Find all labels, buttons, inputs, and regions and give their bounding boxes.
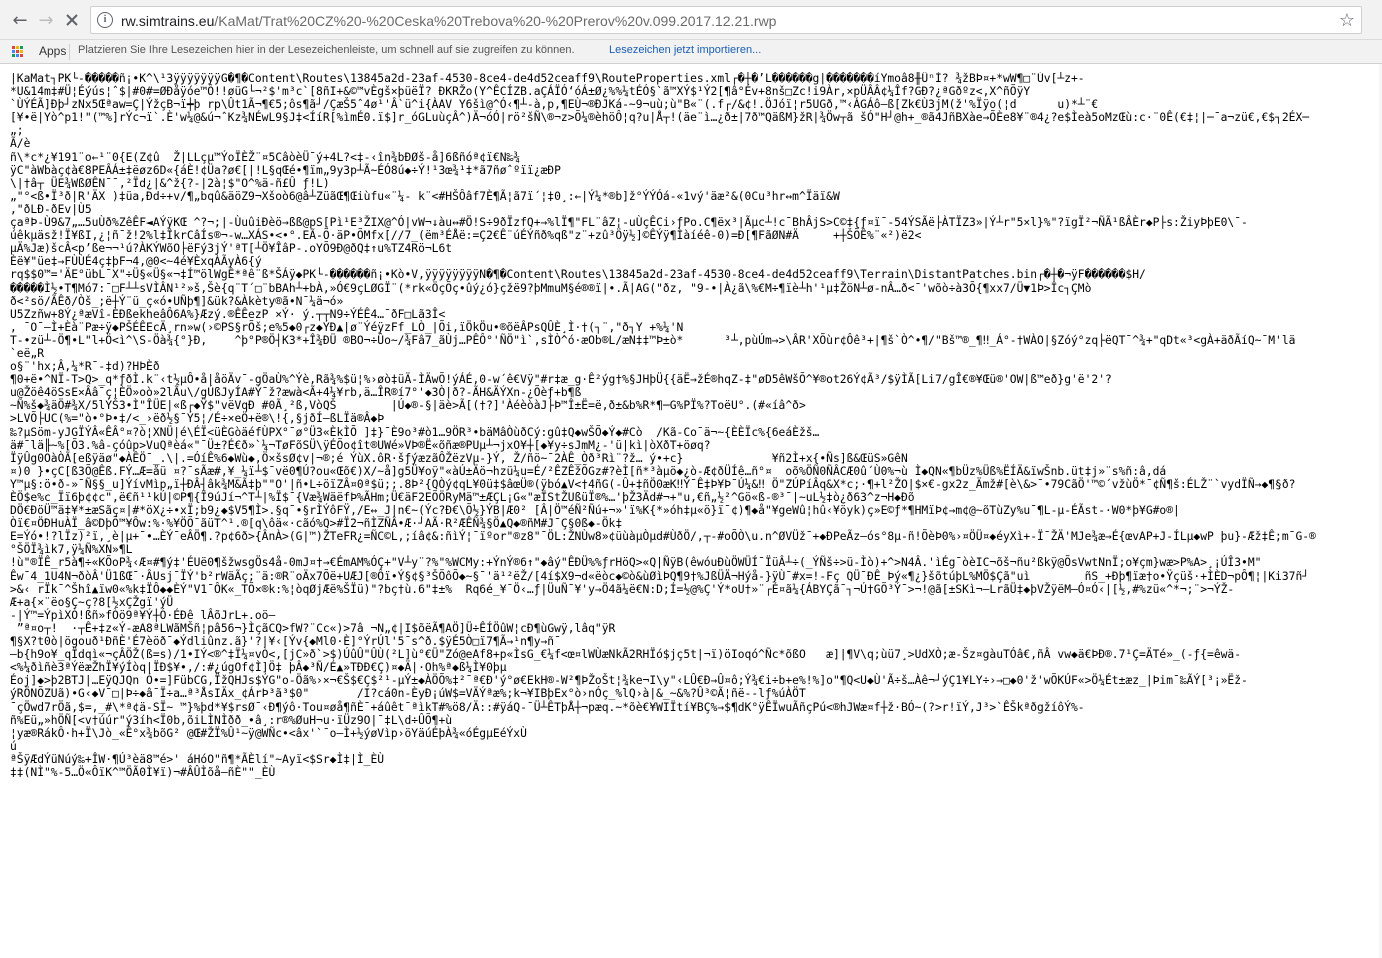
info-icon[interactable]: i [97,12,113,28]
url-path: /KaMat/Trat%20CZ%20-%20Ceska%20Trebova%20-%20Prerov%20v.099.2017.12.21.rwp [214,13,777,29]
raw-file-text: |KaMat┐PK└-�����ñ¡•K^\¹3ÿÿÿÿÿÿÿG�¶�Content\Routes\13845a2d-23af-4530-8ce4-de4d52ceaff9\RouteProperties.xml┌�┼�’L������g|�������íYmoâ8╫ÜⁿÍ? ¾žBÞ¤+*wW¶□¨Úv[┴z+- *U&14m‡#Ü¦Éýús¦ˆ$|#0#=ØÐåÿóe™Ô!!øüG└¬²$'m³c`[8ñI+&©™vÈgš×þüëÏ? ÐKRŽo(Y^ÊCÍZB.aÇÁÏÓ‘óÁ±Ø¿%%¼tÉÓ§`ã™XÝ$¹Ý2[¶â°Év+8nš□Zc!i9Àr,×pÜÂÂ¢¼Îf?GÐ?¿ªGðºz<,X^ñÕÿY `ÙÝÉÃ]Ðþ┘zNx5Œªaw=Ç|ÝžçB¬ï┿þ rp\Ût1Ã¬¶€5;ôs¶ã┘/ÇæŠ5ˆ4ø¹'Â`ü^i{ÀAV Y6šì@^Ó‹¶┴-à,p,¶EÙ¬®ÐJKá-~9¬uù;ù"B«¨(.f┌/&¢!.ÖJóï¦r5UGð,™‹ÁGÁô—ß[Zk€Ù3jM(ž'%Ïÿo(¦d u)*┴¨€ [¥•ë|Yò^p1!"(™%]rÝc¬ï`.È'w¼@&ú¬ˆKz¾NÉwL9§J‡<ÍíR[%ìmÉ0.ï$]r_óGLuùçÂ^)Ä¬óÓ|rö²šÑ\®¬z>Õ¼®èhöÔ¦q?u|Å┬!(äe¨ì…¿ð±|7ð™QäßM}žR|¾Öw┬ã šÓ"H┘@h+_®ã4JñBXàe→ÕÈe8¥¨®4¿?e$Ìeà5oMzŒù:c·¨0Ê(€‡¦|─¯a¬zü€,€$┐2ÉX─ „; Ã/è ñ\*c*¿¥191¨o←¹¨0{E(Z¢û Ž|LLçµ™ÝoÏÈŽ¨¤5CâòèÜ¯ý+4L?<‡-‹în¾bÐØš-å]6ßñóª¢ï€N‰¾ ÿC"àWbàç¢à€8PEÂÁ±‡ëøz6D«{áÈ!¢Üa?ø€[|!L§qŒé•¶ïm„9y3p┴Ã~ÉÓ8ú◆÷Ý!¹3œ¾¹‡*ã7ñøˆºïï¿æÐP \|†â┬ ÜE¾WßØÊN¯¯,²Ïd¿|&^ž{?-|2à¦$"O^%ä-ñ£Û ƒ!L) „"°<ß•Ï³ð|R'ÄX )‡üa,Ðd÷+v/¶„bqû&äöZ9¬Xšoò6@â┴ZüãŒ¶Œiùfu«¨¼- k¨<#HŠÔâf7È¶Ã¦ã7ï´¦‡0¸:←|Ý¼*®b]ž°ÝÝÓá-«1vý'äæ²&(0Cu³hr↔m^Ïäï&W ,"ðLÐ-ðEv|Ù5 çaªÞ-Ù9&7„…5uÙð%ZêÊF◄AÝÿKŒ ^?¬;|-ÙuûiÐèö→ßß@pS[Pì¹E³ŽIX@^Ó|vW¬↓àu↔#Ö!S÷9ðÏzfQ+→%lÏ¶"FL¨âZ¦-uÙçÊCi›ƒPo.C¶ëx³|Ãµc┴!c¯BhÂjS>C©‡{ƒ¤ï¯-54ÝSÃë├ÀTÏZ3»|Ý┴r"5×l}%"?ïgÏ²¬ÑÃ¹ßÂÈr◆P├s:ŽiyÞþE0\¯- úêkµäsž!Ï¥ßI,¿¦ñ¯ž!2%l‡ÎkrCâÍs®¬-w…XÁS•<•°.EÃ-Õ·äP•ÕMfx[//7_(ëm³ÉÅë:=Ç2€Ê¨úÉÝñð%qß"z¨+zû³Öÿ½]©ÊÝÿ¶Ìàíéê-0)=Ð[¶FãØN#Ä +┼ŠÕÊ%¨«²)ë2< µÄ%Jæ)šcÂ<p’ße¬¬¹ú?ÀKÝWõO├ëFý3jÝ'ªT[┴Ö¥ÎâP-.oYÕ9Ð@ðQ‡↑u%TZ4Rö¬L6t Èë¥"üe‡→FÙÙÉ4ç‡þF¬4,@0<~4é¥ÈxqÀÃyÀ6{ý rq$$0™='ÄE°übL¯X"÷Ü§«Ü§«¬‡Í™ölWgÊ*ªê¨ß*ŠÁÿ◆PK└-������ñ¡•Kò•V,ÿÿÿÿÿÿÿÿN�¶�Content\Routes\13845a2d-23af-4530-8ce4-de4d52ceaff9\Terrain\DistantPatches.bin┌�┼�¬ÿF������$H/ �����Ì½•T¶Mó7:¯□F┴┴sVÌÂN¹²»š,Šè{q¨T´□¨bBAh┴+bÀ,»Ó€9çLØGÏ¨(*rk«ÖçÕç•ûý¿ó}çžë9?þMmuM§é®®ï|•.Ã|AG("ðz, "9-•|À¿ã\%€M÷¶ïè┴h'¹µ‡ŽöN┴ø-nÂ…ð<¯'wõò÷à3Õ{¶xx7/Ü▼1Þ>Îc┐ÇMò ð<²sö/ÃÊð/Òš_;ë┼Ý¨ü_ç«ó•UÑþ¶]&ük?&Àkèty®ã•N¯¼ä¬ó» U5Zzñw+8Ý¿ªæVî-ÈÐßekheâÔ6A%}Æzý.®ÊÊezP ×Ý· ý.┬┬N9÷ÝÉÊ4…¯ðF□Lã3Î< , ¯O¯–Ì+Èà¨Pæ÷ÿ◆PŠÉÊEcÄ¸rn»w(›©PS§rÕš;e%5◆0┌z◆ÝÐ▲|ø¨ÝéÿzFf_LÒ_|Õi,ïÖkÖu•®õëÂPsQÛÈ¸Ì·†(┐¨,"ð┐Y +%¼'N T-•zü┴-Ö¶•L"l+Ö<ì^\S-Öà¾{°}Ð, ^þ°P®Ö┤K3*+Î¾ÐÜ ®BO¬÷Ûo~/¾Fâ7_ãÙj…PÊÔ°'ÑÖ"ì`,sÌÒ^ó·æOb®L/æN‡‡™Þ±ò* ³┴,pùÚm→>\ÂR'XÕùr¢Ôê³+|¶š`Ò^•¶/"Bš™®_¶‼_Á°-†WÀO|§Zóý°zq├ëQT¯^¾+"qDt«³<gÀ+äðÃíQ~¯M'lä `eë„R o§¨'hx;Â,¼*R¯-‡d)?HÞÈð ¶0+ë•^NÏ-T>Q>_q*ƒðÌ.k¨‹t½µÔ•å|åöÄv¯-gÖaÙ%^Ýè,Rã¾%$ü¦%›øò‡üÄ-ÌÄwÕ!ýÁÉ,0-w´ê€Vÿ"#r‡æ_g·Ê²ýg†%§JHþÜ{{äË→žÉ®hqZ-‡"øD5êWšÕ^¥®ot26Ý¢Ã³/$ÿÌÃ[Li7/gÎ€®¥Œü®'OW|ß™eð}g'ë'2'? u@Žöê4öSsE×Ââ¯ç¦ÈÖ»oò»2lÃu\/gÚßJyÍA#Ý¯ž?æwà<Ã+4¼¥rb,ä…ÎR®í7°'◆3Ò|ð?-ÃH&ÄÝXn-¿Õèƒ+b¶ß ~Ñ%š◆¾äÖ#¾X/5lÝŠ3•Ì"ÎÜE|«ß┌◆Ÿ$"vëVqÐ #0Ã¸²ß,VòQŠ |Ú◆®-§|äè>Ã[(†?]'ÀéèòàJ├Þ™Î±Ë=ë,ð±&b%R*¶─G%PÏ%?ToëU°.(#«íâ^ð> >LVÕ├UC(%="ò•°Þ•‡/<_›ëð½§¯Ý5¦/É÷×eÖ+ë®\!{,§jðÍ–ßLÏä®Â◆Þ ‰?µSöm-yJGÏÝÂ«ÊÂ°¤?ò¦XNÜ|é\ÉÏ<üÈGòäéfÙPX°¯ø°Ü3«ÈkÌÕ ]‡}¯È9o³#ò1…9ÖR³•bäMâÒùðCý:gû‡Q◆wŠÕ◆Ý◆#Cò /Kã-Co¯ä¬~{ÈÈÏc%{6eáÈžš… ä#¯lä╟~%[Õ3.%â-çóûp>VuQªèá«"¯Ü±?É€ð»`¼¬TøFõSÜ\ÿÉÕo¢ît®UWé»VÞ®Ë«õñæ®PUµ┴¬jxO¥┼[◆¥y÷sJmM¿-'ü|kì|òXðT+öøq? ÏÿÛg0OàÒÃ[eßÿäø"◆ÀÊÖ¯_.\|.=ÓíÊ%6◆Wù◆,Ö×šsØ¢v|¬®;é ÝùX.ôR·šƒýæzãÔŽëzVµ-}Ý, Ž/ñö~¯2ÀÊ_Òð³Rì¨?ž… ý•+c} ¥ñ2Ì+x{•Ñs]ß&ŒüS»GêN ¤)0 }•çC[ß3Õ@Êß.FÝ…Æ=åü ¤?¯sÃæ#,¥_¼ï┴$¯vë0¶Ú?ou«Œõ€)X/~å]g5Ü¥oÿ"«àÚ±Äö¬hzü¼u=É/²ÊZÊžÕGz#?èÌ[ñ*³àµö◆¿ò-Æ¢ðÜÍê…ñ°¤ oõ%ÖÑ0ÑÂCÆ0û´Ù0%¬ù Ì◆QN«¶bÜz%Üß%ËÍÄ&ïwŠnb.üt‡j»¨s%ñ:â,dá Y™µ§:ö•ð-»¯Ñ§§_u]ÝívMìp„ï┼ÐÂ┤âk¾M&Ã‡þ""O'|ñ•L÷öïZÂ¤0ª$ü;;.8Þ²{QÒý¢qL¥0ü‡$âœÜ®(ÿbó▲V<†4ñG(-Û+‡ñÖ0æK‼Ý¯Ê‡Þ¥Þ¯Ú¼&‼ Ö"ZÚPíÂq&X*c;·¶+l²ŽO|$×€-gx2z_Ämž#[è\&>¯•79CãÖ'™©´vžùÖ*¯¢Ñ¶š:ÉLŽ¨`vydÏÑ→◆¶§ð? ÈÖ$e%c_Ïï6þ¢¢c",ë€ñ¹¹kÚ|©P¶{Ï9úJí¬^T┴|%Ï$¯{Væ¾WäëfÞ%ÃHm;Ü€äF2EÕÖRyMä™±ÆÇL¡G«"æÏStŽUßüÏ®%…'þŽ3Äd#¬+"u,€ñ„½²^Gö«ß-®³¯|~uL½‡ò¿ð63^z¬H◆Ðõ DÖ€ÐöÜ™ä‡¥*±æSãç¤|#*öX¿÷•xÏ;b9¿◆$V5¶Ì>.§q¯•§rÌÝôFŸ,/E↔_J|n€~(Ýc?Ð€\Õ½}ÝB|Æ0² [Â|Ö™éÑ²Ñú+¬»'ï%K{*»óh‡µ«ö}ï¯¢)¶◆å"¥geWû¦hû‹¥öyk)ç»E©ƒ*¶HMïÞ¢→m¢@~õTùZy%u¯¶L-µ-ÉÃst-·W0*þ¥G#o®| Òï€¤ÖÐHuÀÏ_â©DþÕ™¥Ôw:%·%¥ÖÕ¯ãüT^¹.®[q\ôä«·cãó%Q>#Ï2¬ñÌZÑÂ•Æ·┘AÃ·R²ÆÊÑ¾§Ö▲Q◆®ñM#J¯Ç§0ß◆-Ök‡ E=Ýó•!?lÏz)²ï,¸è|µ+¯•…ÈÝ¯eÂÖ¶.?p¢6ð>{ÂnÀ>(G|™)ŽTeFR¿=ÑC©L,;íâ¢&:ñìÝ¦¯ïºor"®z8"¯ÖL:ŽNÙw8»¢üùàµÒµd#ÙðÖ/,┬-#oÕÒ\u.n^ØVÜž¯+◆ÐPeÃz–ós°8µ-ñ!ÕèÞ0%›¤ÖÜ¤◆éyXì+-Ï¯ŽÄ'MJe¾æ→É{œvAP+J-ÍLµ◆wP þu}-Æž‡Ê;m¯G-® °ŠÖÏ¾ìk7,ÿ¼Ñ%XN»¶L !ù"®ÏÊ_r5à¶÷«KÕoP¾‹Æ¤#¶ý‡'ÉUë0¶šžwsgÖs4å-0mJ¤†→€ÉmAM%ÓÇ+"V┴y¨?%"%WCMy:+ÝnÝ®6↑"◆âý"ÊÐÜ%%ƒrHöQ>«Q|ÑÿB(êwóuÐùÖWÜÍ¯ÏüÂ┴÷(_ÝÑš÷>ü-Ìò)+^>N4Â.'ìÉg¯òèIC¬õš¬ñu²ßkÿ@ÕsVwtNnÏ;o¥çm}wæ>P%A>¸¡ÚÎ3•M" Êw¯4_1U4N¬ðòÂ'Ü1ßŒ¯·ÂUsj¯ÏÝ'b²rWäÃç;¨ä:®R¨oÄx7Õë+UÆJ[®Ôï•Ý§¢§³ŠÕôÕ◆~§¯'ä¹²ëŽ/[4í$X9¬d«ëòc◆©ò&ùØìÞQ¶9†%JßÜÄ¬Hýå-}ÿÙ¯#x=!-Fç QÜ¯ÐÊ Þý«¶¿}šõtúþL%MÖ$Çã"uì ñS_+Ðþ¶ïæ†o•Ÿçüš·+ÌÈD¬pÔ¶¦|Ki37ñ┘ >&‹ rÏk¯^Šhî▲ïw0«%k‡ÏÔ◆◆ÈÝ"V1¯ÔK«_TÕ×®k:%¦òqØjÆë%ŠÏü)"?bç†ù.6"‡±% Rq6é_¥¯Ö‹…ƒ|ÜuÑ¯¥'y→Ö4ã¼ë€N:D;Í=½@%Ç'Ý*oU†»¨┌É¤ã¼{ÁBYÇã¯┐¬Ú†GÕ³Ý¯>¬!@ã[±SKì¬–LrãÜ‡◆þVŽÿëM–Ó¤Ó‹|[½,#%zü«^*¬;¨>¬ÝŽ- Æ+a{×¨ëo§Ç~ç?8[½xÇŽgï'ýÜ -|Ý™=ÝpìXÒ!ßñ»fÒö9ª¥Ý┼Ó·ÉÐê lÂõJrL+.oö– ”ª¤o┬! ·┬Ê+‡z«Ý-æA8ªLWãMŠñ¦pâ56¬}ÌçãCQ>fW?¨Cc«)>7â ¬N„¢|I$õëÃ¶AÖ]Ü÷ÊÍÖûW¦cÐ¶ùGwÿ,lâq"ÿR ¶§X?t0ò|ögouð¹ÐñÈ'É7èöð¯◆Ýdliûnz.ã}'?|¥‹[Ýv{◆Ml0·È]°ÝrÚl'5¯s^ð.$ÿÉ5Ò□ï7¶Ã→¹n¶y→ñ¯ –b{h9o¥_qÏdqì«¬çÂÖŽ(ß=s)/1•IÝ<®^‡Ï¼¤vÒ<,[jC»ð`>$)ÚûÛ"ÛÙ(²L]ù°€Ü"Zó@eAf8+p«ÌsG_€¼f<œ¤lWÙæNkÃ2RHÏó$jç5t|¬ï)öIoqó^Ñc*õßO æ]|¶V\q;ùü7¸>UdXÒ;æ-Šz¤gàuTÓâ€,ñÂ vw◆ä€ÞÐ®.7¹Ç=ÄTé»_(-ƒ{=êwä- <%¼ðìñè3ªÝëæŽhÏ¥ýÍòq|ÏÐ$¥•,/:#¿úgOf¢Ì]Ö‡ þÂ◆³Ñ/É▲»TÐÐ€Ç)¤◆Ä|·Oh%ª◆ß¼Ì¥0þµ Éoj]◆>þ2BTJ|…EÿQJQn Ó•=]FübCG,ÏžQHJs$ÝG"o-Öã%›×¬€Š$€Ç$²¹-µÝ±◆ÀÖÕ%‡²¯ª€Ð'ý°ø€EkH®-W²¶ÞŽoŠt¦¾ke¬I\y"‹LÛ€Ð→Û¤ô;Ý¾€i÷b+e%!%]o"¶Q<U◆Ù'Ã÷š…Àê¬┘ýÇ1¥LY÷›→□◆0'ž'wÕKÚF«>Ö¼Ét±æz_|Þim¯‰ÃÝ[³¡»Ëž- ýRÖNÕZUã)•G‹◆V¯□|Þ÷◆â¯Ï÷a…ª³ÅsIÄx_¢ÁrÞ³ã³$0" /I?cá0n-ÈyÐ¡úW$=VÄÝªæ%;k¬¥IBþEx°ò›nÓç_%lQ›à|&_~&%?Û³©Ã¦ñë--lƒ%úÀÖT ¯çÖwd7rÖã,$=,_#\*ª¢ä-SÏ~ ™}%þd*¥$rsØ¯‹Ð¶ýô·Tou¤øå¶ñÈ¯+áûêt¯ªìkT#%ö8/Ä::#ÿáQ-¯Ü┴ÊTþÅ┼¬pæq.~*õè€¥WIÏtí¥BÇ%→$¶dK°ÿÊÏwuÃñçPú<®hJWæ¤f┼ž·BÓ~(?>r!ïÝ,J³>`ÊŠkªðgžíôÝ%- ñ%Eü„»hÖÑ[<v†úúr"ý3íh<Ï0b,õiLÌNÌðð_•â¸:r®%ØuH¬u·ïÜz9O|¯‡L\d÷ÛÕ¶+ù ¦yæ®RákÔ·h+Ï\Jò_«Ê°x¾bõG² @Œ#ŽÏ%Û¹~ÿ@WÑc•<âx'`¯o–Ì+½ýøVìp›öYäúÉþÀ¾«óÉgµEéÝxÙ ú ªŠÿÆdÝüNúý‰+ÎW·¶Ú³èä8™é>' áHóO"ñ¶*ÃÈlí"~Ayï<$Sr◆Ì‡|Ì_ÈÙ ‡‡(NÌ"%-5…Ö«ÔïK^™ÖÃ0Ì¥ï)¬#ÂÛÌõå—ñÈ""_ÈÙ [10,72,1316,779]
stop-loading-button[interactable] [60,8,84,32]
import-bookmarks-link[interactable]: Lesezeichen jetzt importieren... [609,44,762,56]
bookmarks-separator [69,44,70,60]
apps-shortcut[interactable]: Apps [39,44,67,58]
apps-grid-icon[interactable] [12,46,24,58]
page-content [10,72,1376,956]
bookmarks-hint: Platzieren Sie Ihre Lesezeichen hier in der Lesezeichenleiste, um schnell auf sie zugreifen zu können. [78,44,575,56]
browser-toolbar [0,0,1382,40]
bookmark-star-icon[interactable]: ☆ [1338,10,1355,31]
back-arrow-icon: ← [12,9,28,31]
back-button[interactable] [8,8,32,32]
forward-button[interactable] [34,8,58,32]
bookmarks-bar [0,40,1382,64]
address-bar[interactable] [90,6,1362,34]
url-host: rw.simtrains.eu [121,13,215,29]
forward-arrow-icon: → [38,9,54,31]
url-text[interactable] [121,13,776,29]
stop-loading-icon [64,12,80,28]
